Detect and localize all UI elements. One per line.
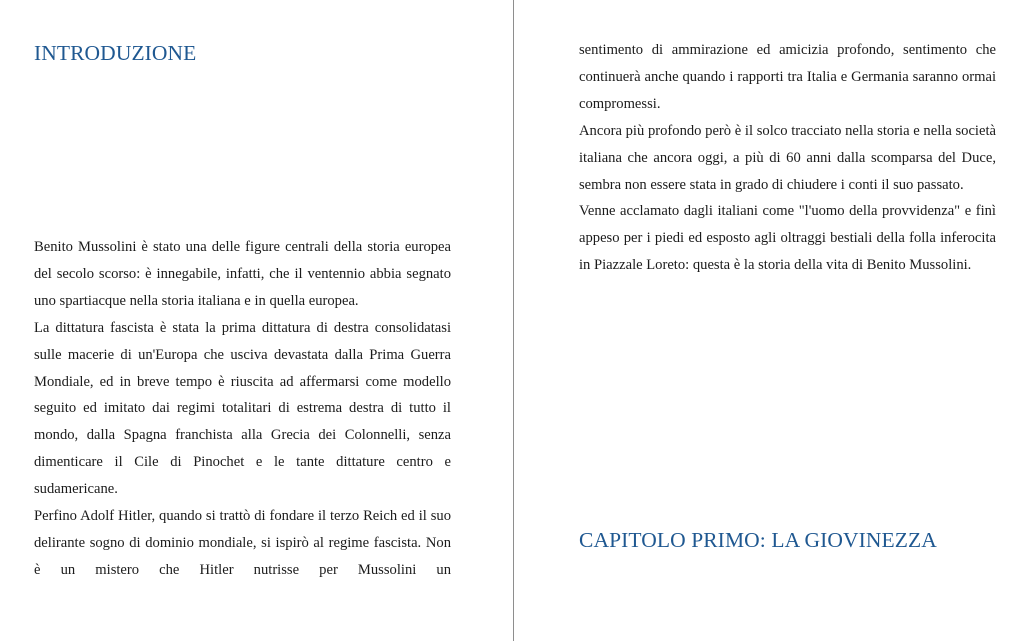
right-page-body (579, 37, 996, 279)
paragraph: Ancora più profondo però è il solco tracciato nella storia e nella società italiana che ancora oggi, a più di 60 anni dalla scomparsa del Duce, sembra non essere stata in grado di chiudere i conti il suo passato. (579, 122, 996, 193)
paragraph: Benito Mussolini è stato una delle figure centrali della storia europea del secolo scorso: è innegabile, infatti, che il ventennio abbia segnato uno spartiacque nella storia italiana e in quella europea. (34, 239, 451, 309)
left-page-body (34, 234, 451, 584)
introduction-heading: INTRODUZIONE (34, 41, 197, 65)
paragraph: La dittatura fascista è stata la prima dittatura di destra consolidatasi sulle macerie di un'Europa che usciva devastata dalla Prima Guerra Mondiale, ed in breve tempo è riuscita ad affermarsi come modello seguito ed imitato dai regimi totalitari di estrema destra di tutto il mondo, dalla Spagna franchista alla Grecia dei Colonnelli, senza dimenticare il Cile di Pinochet e le tante dittature centro e sudamericane. (34, 319, 451, 498)
paragraph: Venne acclamato dagli italiani come "l'uomo della provvidenza" e finì appeso per i piedi ed esposto agli oltraggi bestiali della folla inferocita in Piazzale Loreto: questa è la storia della vita di Benito Mussolini. (579, 203, 996, 274)
paragraph: sentimento di ammirazione ed amicizia profondo, sentimento che continuerà anche quando i rapporti tra Italia e Germania saranno ormai compromessi. (579, 42, 996, 112)
paragraph: Perfino Adolf Hitler, quando si trattò di fondare il terzo Reich ed il suo delirante sogno di dominio mondiale, si ispirò al regime fascista. Non è un mistero che Hitler nutrisse per Mussolini un (34, 508, 451, 578)
page-divider (513, 0, 514, 641)
chapter-heading: CAPITOLO PRIMO: LA GIOVINEZZA (579, 528, 937, 552)
right-page (515, 0, 1026, 641)
